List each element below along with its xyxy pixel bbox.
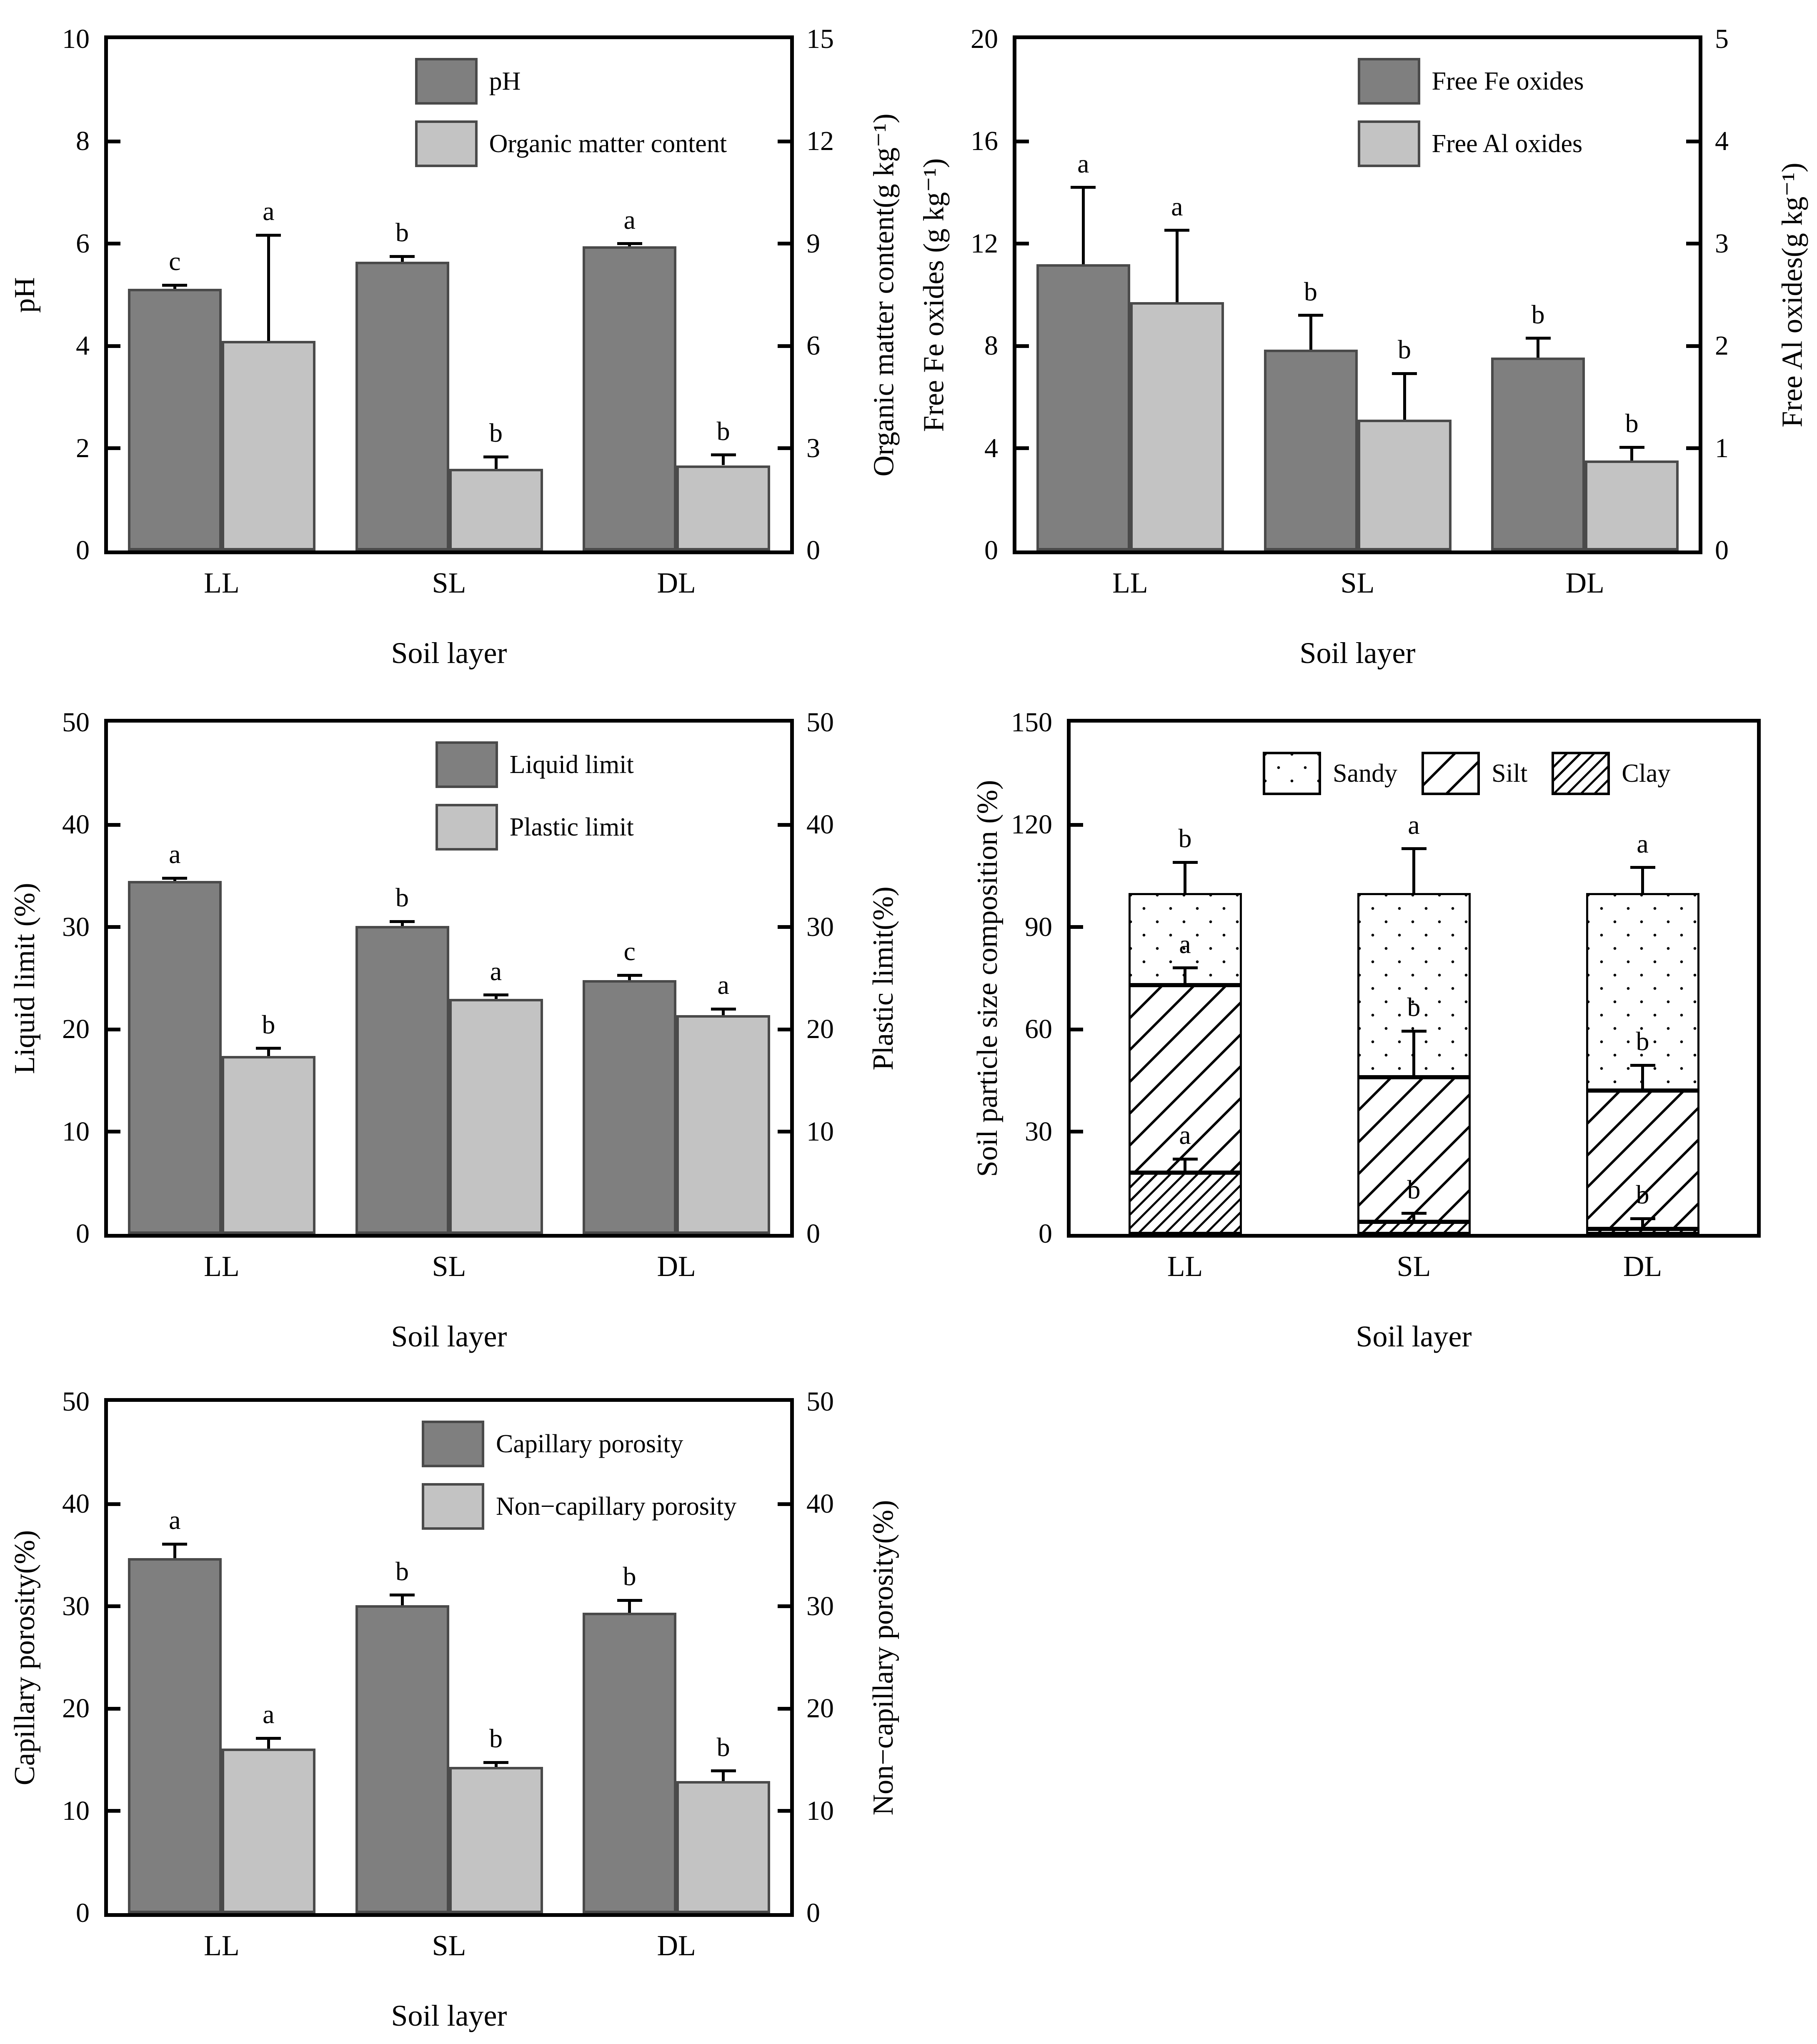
legend-item bbox=[1422, 752, 1527, 795]
error-bar bbox=[1309, 315, 1312, 350]
y-tick-label-left: 20 bbox=[971, 24, 998, 54]
error-bar-cap bbox=[162, 284, 187, 287]
legend-swatch-light bbox=[415, 120, 478, 167]
x-axis-title: Soil layer bbox=[391, 636, 507, 670]
significance-letter: b bbox=[1531, 299, 1545, 329]
y-axis-label-left: Free Fe oxides (g kg⁻¹) bbox=[918, 158, 950, 432]
legend-swatch-light bbox=[422, 1483, 484, 1530]
legend-item bbox=[422, 1483, 736, 1530]
y-tick-left bbox=[108, 823, 120, 827]
legend-label: pH bbox=[489, 67, 521, 95]
y-tick-label-right: 10 bbox=[806, 1795, 834, 1826]
x-axis-title: Soil layer bbox=[391, 1999, 507, 2032]
panel-ph-organic-matter bbox=[0, 0, 908, 681]
error-bar bbox=[1641, 1065, 1644, 1091]
significance-letter: a bbox=[1179, 929, 1191, 959]
bar bbox=[1358, 420, 1452, 550]
bar bbox=[449, 1767, 543, 1913]
error-bar bbox=[1412, 1031, 1415, 1077]
error-bar bbox=[1630, 447, 1633, 460]
legend-swatch-light bbox=[1358, 120, 1420, 167]
legend-item bbox=[415, 120, 727, 167]
significance-letter: a bbox=[1077, 148, 1089, 178]
error-bar bbox=[1537, 338, 1539, 358]
legend-swatch-dark bbox=[415, 58, 478, 105]
y-tick-right bbox=[1686, 242, 1699, 245]
error-bar-cap bbox=[711, 453, 736, 456]
legend-label: Free Al oxides bbox=[1432, 129, 1583, 158]
y-tick-right bbox=[778, 823, 790, 827]
y-tick-label-left: 120 bbox=[1011, 809, 1052, 840]
y-tick-label-left: 4 bbox=[984, 433, 998, 463]
legend-label: Capillary porosity bbox=[496, 1429, 683, 1458]
error-bar-cap bbox=[390, 255, 415, 258]
y-tick-label-left: 8 bbox=[76, 126, 90, 157]
legend-label: Plastic limit bbox=[509, 813, 634, 841]
y-tick-label-right: 20 bbox=[806, 1693, 834, 1724]
significance-letter: a bbox=[717, 970, 729, 1000]
error-bar bbox=[1412, 849, 1415, 893]
y-tick-label-right: 4 bbox=[1715, 126, 1729, 157]
legend-item bbox=[422, 1421, 736, 1467]
error-bar bbox=[401, 1595, 404, 1606]
y-tick-label-left: 20 bbox=[62, 1014, 90, 1045]
significance-letter: a bbox=[263, 196, 275, 226]
significance-letter: b bbox=[716, 416, 730, 446]
error-bar bbox=[1403, 373, 1406, 419]
error-bar bbox=[1082, 188, 1085, 264]
y-tick-label-left: 10 bbox=[62, 24, 90, 54]
y-tick-right bbox=[778, 1028, 790, 1031]
plot-area bbox=[104, 1398, 794, 1917]
legend bbox=[1358, 58, 1584, 183]
y-tick-label-left: 20 bbox=[62, 1693, 90, 1724]
significance-letter: b bbox=[489, 1724, 503, 1754]
x-axis-title: Soil layer bbox=[1356, 1320, 1472, 1353]
category-label: DL bbox=[657, 1930, 696, 1962]
significance-letter: b bbox=[1625, 408, 1639, 438]
significance-letter: b bbox=[623, 1561, 636, 1591]
y-tick-left bbox=[108, 1707, 120, 1711]
y-axis-label-right: Plastic limit(%) bbox=[867, 886, 899, 1071]
significance-letter: a bbox=[169, 1505, 181, 1535]
y-tick-label-right: 6 bbox=[806, 330, 820, 361]
error-bar bbox=[1176, 230, 1179, 302]
category-label: LL bbox=[204, 1251, 240, 1283]
error-bar bbox=[1184, 968, 1186, 985]
bar bbox=[128, 1558, 222, 1913]
y-tick-right bbox=[778, 344, 790, 348]
significance-letter: b bbox=[395, 883, 409, 913]
error-bar-cap bbox=[256, 1737, 281, 1740]
legend bbox=[415, 58, 727, 183]
bar bbox=[128, 881, 222, 1234]
error-bar bbox=[1641, 868, 1644, 893]
category-label: SL bbox=[432, 567, 466, 599]
legend-swatch-sandy bbox=[1263, 752, 1321, 795]
y-axis-label-left: pH bbox=[9, 277, 41, 313]
error-bar bbox=[722, 455, 725, 465]
category-label: LL bbox=[204, 1930, 240, 1962]
bar bbox=[1264, 350, 1358, 550]
legend-swatch-dark bbox=[1358, 58, 1420, 105]
error-bar-cap bbox=[1630, 866, 1655, 869]
y-tick-label-right: 0 bbox=[806, 1218, 820, 1249]
y-axis-label-right: Free Al oxides(g kg⁻¹) bbox=[1776, 162, 1809, 428]
error-bar-cap bbox=[1392, 372, 1417, 375]
y-tick-label-left: 8 bbox=[984, 330, 998, 361]
y-tick-label-right: 10 bbox=[806, 1116, 834, 1147]
error-bar bbox=[495, 457, 498, 469]
legend-swatch-light bbox=[435, 804, 498, 851]
y-tick-left bbox=[1016, 242, 1029, 245]
y-tick-left bbox=[108, 446, 120, 450]
y-tick-label-left: 12 bbox=[971, 228, 998, 259]
y-tick-label-right: 0 bbox=[806, 1898, 820, 1928]
legend-label: Organic matter content bbox=[489, 129, 727, 158]
error-bar-cap bbox=[1630, 1064, 1655, 1067]
error-bar bbox=[1641, 1218, 1644, 1229]
y-tick-right bbox=[778, 140, 790, 143]
y-tick-label-left: 0 bbox=[76, 535, 90, 565]
y-tick-right bbox=[1686, 140, 1699, 143]
error-bar bbox=[173, 1544, 176, 1558]
significance-letter: b bbox=[395, 1556, 409, 1586]
y-tick-right bbox=[778, 446, 790, 450]
bar bbox=[1130, 302, 1224, 550]
significance-letter: b bbox=[262, 1009, 275, 1039]
error-bar-cap bbox=[390, 1594, 415, 1596]
y-tick-label-right: 12 bbox=[806, 126, 834, 157]
y-tick-right bbox=[778, 242, 790, 245]
significance-letter: a bbox=[263, 1699, 275, 1729]
y-tick-label-left: 60 bbox=[1025, 1014, 1052, 1045]
y-tick-label-right: 50 bbox=[806, 1386, 834, 1417]
y-tick-label-right: 2 bbox=[1715, 330, 1729, 361]
error-bar-cap bbox=[711, 1769, 736, 1772]
y-tick-label-right: 50 bbox=[806, 707, 834, 738]
error-bar bbox=[628, 1600, 631, 1612]
panel-fe-al-oxides bbox=[908, 0, 1817, 681]
significance-letter: b bbox=[1636, 1026, 1649, 1056]
error-bar-cap bbox=[483, 1761, 508, 1764]
bar bbox=[222, 1056, 315, 1234]
y-tick-right bbox=[778, 1809, 790, 1813]
y-tick-label-right: 5 bbox=[1715, 24, 1729, 54]
y-tick-right bbox=[778, 925, 790, 929]
y-tick-label-left: 150 bbox=[1011, 707, 1052, 738]
bar bbox=[583, 980, 676, 1234]
y-tick-label-right: 0 bbox=[1715, 535, 1729, 565]
error-bar-cap bbox=[162, 877, 187, 880]
y-tick-left bbox=[108, 925, 120, 929]
error-bar-cap bbox=[483, 993, 508, 996]
bar bbox=[676, 1781, 770, 1913]
bar bbox=[676, 1015, 770, 1234]
y-axis-label-right: Non−capillary porosity(%) bbox=[867, 1500, 899, 1815]
error-bar-cap bbox=[711, 1008, 736, 1011]
y-tick-label-left: 0 bbox=[1039, 1218, 1052, 1249]
error-bar-cap bbox=[1071, 186, 1096, 189]
significance-letter: a bbox=[1171, 191, 1183, 221]
bar bbox=[583, 246, 676, 550]
legend-swatch-clay bbox=[1552, 752, 1610, 795]
significance-letter: b bbox=[395, 218, 409, 248]
y-tick-left bbox=[108, 1502, 120, 1506]
bar bbox=[449, 999, 543, 1234]
bar bbox=[1491, 358, 1585, 550]
y-tick-label-right: 3 bbox=[806, 433, 820, 463]
y-tick-left bbox=[108, 1604, 120, 1608]
y-tick-right bbox=[1686, 344, 1699, 348]
x-axis-title: Soil layer bbox=[391, 1320, 507, 1353]
bar bbox=[676, 465, 770, 551]
y-tick-right bbox=[778, 1604, 790, 1608]
error-bar-cap bbox=[1298, 314, 1323, 317]
category-label: LL bbox=[1112, 567, 1148, 599]
error-bar-cap bbox=[1173, 1158, 1198, 1161]
significance-letter: b bbox=[1304, 276, 1317, 306]
y-tick-left bbox=[1016, 344, 1029, 348]
y-tick-left bbox=[1016, 140, 1029, 143]
legend-label: Sandy bbox=[1333, 759, 1398, 788]
error-bar-cap bbox=[390, 920, 415, 923]
legend bbox=[1263, 752, 1670, 795]
significance-letter: b bbox=[1407, 1174, 1421, 1204]
category-label: SL bbox=[432, 1251, 466, 1283]
legend-swatch-dark bbox=[422, 1421, 484, 1467]
legend-label: Silt bbox=[1492, 759, 1528, 788]
legend-item bbox=[435, 804, 634, 851]
y-tick-label-right: 20 bbox=[806, 1014, 834, 1045]
significance-letter: a bbox=[1408, 810, 1420, 840]
stacked-segment bbox=[1357, 1222, 1471, 1234]
x-axis-title: Soil layer bbox=[1299, 636, 1416, 670]
significance-letter: b bbox=[1178, 823, 1192, 853]
stacked-segment bbox=[1129, 1173, 1242, 1234]
category-label: DL bbox=[1623, 1251, 1662, 1283]
y-tick-left bbox=[108, 242, 120, 245]
error-bar bbox=[722, 1771, 725, 1781]
category-label: LL bbox=[1167, 1251, 1203, 1283]
bar bbox=[449, 469, 543, 550]
y-tick-label-right: 0 bbox=[806, 535, 820, 565]
y-tick-label-right: 30 bbox=[806, 1591, 834, 1621]
panel-liquid-plastic-limit bbox=[0, 683, 908, 1365]
legend-item bbox=[1358, 58, 1584, 105]
error-bar-cap bbox=[1402, 1212, 1427, 1215]
legend bbox=[422, 1421, 736, 1546]
category-label: DL bbox=[1565, 567, 1604, 599]
error-bar-cap bbox=[617, 1599, 642, 1602]
y-tick-label-left: 30 bbox=[62, 1591, 90, 1621]
panel-particle-size-composition bbox=[908, 683, 1817, 1365]
bar bbox=[1036, 264, 1130, 550]
significance-letter: b bbox=[489, 418, 503, 448]
legend-swatch-silt bbox=[1422, 752, 1480, 795]
y-tick-label-right: 9 bbox=[806, 228, 820, 259]
y-axis-label-right: Organic matter content(g kg⁻¹) bbox=[868, 113, 900, 477]
legend-item bbox=[1552, 752, 1670, 795]
y-tick-label-right: 15 bbox=[806, 24, 834, 54]
y-tick-label-right: 40 bbox=[806, 809, 834, 840]
y-tick-left bbox=[1071, 1028, 1083, 1031]
y-tick-label-right: 30 bbox=[806, 911, 834, 942]
plot-area bbox=[104, 35, 794, 554]
y-tick-left bbox=[1071, 1130, 1083, 1133]
bar bbox=[222, 341, 315, 550]
significance-letter: a bbox=[169, 839, 181, 869]
y-tick-label-left: 2 bbox=[76, 433, 90, 463]
y-tick-label-left: 10 bbox=[62, 1116, 90, 1147]
error-bar bbox=[267, 1738, 270, 1749]
category-label: DL bbox=[657, 567, 696, 599]
legend bbox=[435, 741, 634, 866]
error-bar-cap bbox=[1173, 966, 1198, 969]
category-label: SL bbox=[432, 1930, 466, 1962]
y-tick-right bbox=[778, 1707, 790, 1711]
legend-item bbox=[415, 58, 727, 105]
error-bar-cap bbox=[1164, 229, 1189, 232]
legend-label: Clay bbox=[1622, 759, 1671, 788]
y-tick-right bbox=[1686, 446, 1699, 450]
y-tick-label-left: 0 bbox=[76, 1898, 90, 1928]
y-tick-label-left: 4 bbox=[76, 330, 90, 361]
legend-swatch-dark bbox=[435, 741, 498, 788]
legend-item bbox=[1358, 120, 1584, 167]
error-bar-cap bbox=[617, 974, 642, 977]
error-bar bbox=[1184, 862, 1186, 893]
y-tick-left bbox=[1071, 925, 1083, 929]
error-bar-cap bbox=[483, 455, 508, 458]
bar bbox=[222, 1749, 315, 1913]
error-bar-cap bbox=[256, 1047, 281, 1050]
y-axis-label-left: Capillary porosity(%) bbox=[9, 1530, 41, 1785]
error-bar bbox=[267, 235, 270, 341]
bar bbox=[355, 262, 449, 550]
plot-area bbox=[1013, 35, 1702, 554]
category-label: SL bbox=[1397, 1251, 1431, 1283]
y-tick-label-right: 1 bbox=[1715, 433, 1729, 463]
legend-label: Liquid limit bbox=[509, 750, 634, 779]
error-bar-cap bbox=[162, 1543, 187, 1546]
y-tick-label-left: 0 bbox=[76, 1218, 90, 1249]
y-tick-label-right: 40 bbox=[806, 1489, 834, 1519]
significance-letter: b bbox=[1398, 335, 1411, 365]
bar bbox=[583, 1613, 676, 1913]
y-tick-label-left: 0 bbox=[984, 535, 998, 565]
significance-letter: b bbox=[1407, 992, 1421, 1022]
y-axis-label-left: Soil particle size composition (%) bbox=[971, 780, 1004, 1177]
error-bar-cap bbox=[256, 234, 281, 237]
y-axis-label-left: Liquid limit (%) bbox=[9, 883, 41, 1074]
significance-letter: c bbox=[169, 246, 181, 276]
error-bar-cap bbox=[1173, 861, 1198, 864]
significance-letter: a bbox=[1637, 828, 1649, 858]
legend-item bbox=[1263, 752, 1397, 795]
y-tick-label-right: 3 bbox=[1715, 228, 1729, 259]
y-tick-left bbox=[1071, 823, 1083, 827]
y-tick-left bbox=[108, 1809, 120, 1813]
error-bar-cap bbox=[1526, 337, 1551, 340]
error-bar-cap bbox=[1402, 847, 1427, 850]
y-tick-left bbox=[108, 344, 120, 348]
y-tick-label-left: 50 bbox=[62, 707, 90, 738]
legend-label: Free Fe oxides bbox=[1432, 67, 1584, 95]
error-bar-cap bbox=[617, 242, 642, 245]
panel-porosity bbox=[0, 1363, 908, 2044]
plot-area bbox=[104, 719, 794, 1238]
significance-letter: a bbox=[490, 956, 502, 986]
y-tick-label-left: 30 bbox=[1025, 1116, 1052, 1147]
error-bar-cap bbox=[1619, 446, 1644, 449]
y-tick-left bbox=[108, 1028, 120, 1031]
stacked-segment bbox=[1586, 1229, 1699, 1234]
bar bbox=[1585, 460, 1679, 550]
significance-letter: c bbox=[623, 936, 636, 966]
plot-area bbox=[1067, 719, 1761, 1238]
error-bar bbox=[1184, 1159, 1186, 1173]
significance-letter: a bbox=[623, 205, 636, 235]
category-label: SL bbox=[1340, 567, 1375, 599]
significance-letter: b bbox=[716, 1732, 730, 1762]
error-bar-cap bbox=[1630, 1217, 1655, 1220]
category-label: DL bbox=[657, 1251, 696, 1283]
significance-letter: b bbox=[1636, 1180, 1649, 1210]
y-tick-label-left: 90 bbox=[1025, 911, 1052, 942]
category-label: LL bbox=[204, 567, 240, 599]
y-tick-label-left: 10 bbox=[62, 1795, 90, 1826]
y-tick-left bbox=[1016, 446, 1029, 450]
y-tick-label-left: 16 bbox=[971, 126, 998, 157]
y-tick-label-left: 30 bbox=[62, 911, 90, 942]
significance-letter: a bbox=[1179, 1120, 1191, 1150]
y-tick-right bbox=[778, 1502, 790, 1506]
bar bbox=[128, 289, 222, 550]
bar bbox=[355, 926, 449, 1234]
y-tick-right bbox=[778, 1130, 790, 1133]
legend-item bbox=[435, 741, 634, 788]
y-tick-label-left: 40 bbox=[62, 809, 90, 840]
bar bbox=[355, 1605, 449, 1913]
y-tick-label-left: 6 bbox=[76, 228, 90, 259]
y-tick-label-left: 40 bbox=[62, 1489, 90, 1519]
y-tick-left bbox=[108, 140, 120, 143]
y-tick-label-left: 50 bbox=[62, 1386, 90, 1417]
y-tick-left bbox=[108, 1130, 120, 1133]
legend-label: Non−capillary porosity bbox=[496, 1492, 737, 1521]
error-bar-cap bbox=[1402, 1030, 1427, 1033]
stacked-segment bbox=[1586, 893, 1699, 1091]
